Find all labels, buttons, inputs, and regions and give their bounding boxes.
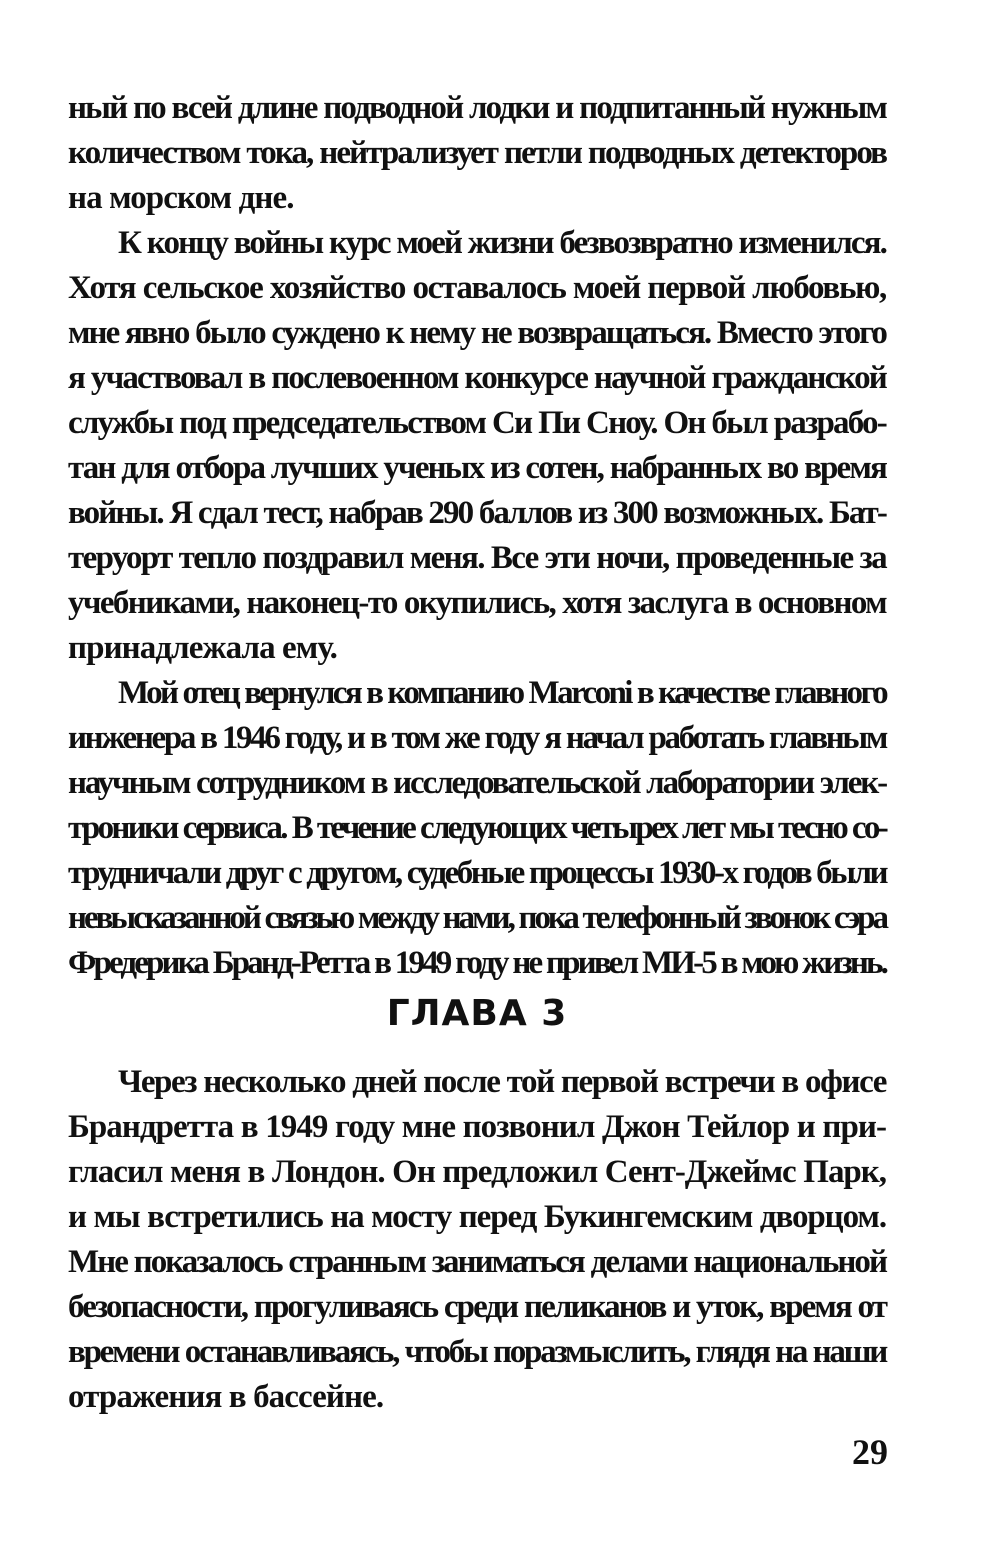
text-line: отражения в бассейне. xyxy=(68,1379,384,1415)
page-body-chapter xyxy=(68,1060,886,1420)
text-line: ный по всей длине подводной лодки и подпитанный нужным xyxy=(68,90,886,126)
text-line: тан для отбора лучших ученых из сотен, набранных во время xyxy=(68,450,886,486)
text-line: безопасности, прогуливаясь среди пеликанов и уток, время от xyxy=(68,1289,886,1325)
paragraph-1 xyxy=(68,86,886,221)
text-line: времени останавливаясь, чтобы поразмыслить, глядя на наши xyxy=(68,1334,886,1370)
text-line: теруорт тепло поздравил меня. Все эти ночи, проведенные за xyxy=(68,540,886,576)
text-line: инженера в 1946 году, и в том же году я начал работать главным xyxy=(68,720,886,756)
text-line: службы под председательством Си Пи Сноу. Он был разрабо- xyxy=(68,405,886,441)
text-line: учебниками, наконец-то окупились, хотя заслуга в основном xyxy=(68,585,886,621)
paragraph-2 xyxy=(68,221,886,671)
text-line: на морском дне. xyxy=(68,180,294,216)
text-line: научным сотрудником в исследовательской лаборатории элек- xyxy=(68,765,886,801)
text-line: Хотя сельское хозяйство оставалось моей первой любовью, xyxy=(68,270,886,306)
text-line: троники сервиса. В течение следующих четырех лет мы тесно со- xyxy=(68,810,886,846)
text-line: Фредерика Бранд-Ретта в 1949 году не привел МИ-5 в мою жизнь. xyxy=(68,945,886,981)
text-line: гласил меня в Лондон. Он предложил Сент-Джеймс Парк, xyxy=(68,1154,886,1190)
text-line: я участвовал в послевоенном конкурсе научной гражданской xyxy=(68,360,886,396)
text-line: мне явно было суждено к нему не возвращаться. Вместо этого xyxy=(68,315,886,351)
text-line: количеством тока, нейтрализует петли подводных детекторов xyxy=(68,135,886,171)
chapter-heading: ГЛАВА 3 xyxy=(386,993,568,1034)
text-line: войны. Я сдал тест, набрав 290 баллов из 300 возможных. Бат- xyxy=(68,495,886,531)
paragraph-3 xyxy=(68,671,886,986)
text-line: Брандретта в 1949 году мне позвонил Джон Тейлор и при- xyxy=(68,1109,886,1145)
text-line: принадлежала ему. xyxy=(68,630,338,666)
text-line: К концу войны курс моей жизни безвозвратно изменился. xyxy=(118,225,886,261)
text-line: Мне показалось странным заниматься делами национальной xyxy=(68,1244,886,1280)
text-line: невысказанной связью между нами, пока телефонный звонок сэра xyxy=(68,900,886,936)
text-line: трудничали друг с другом, судебные процессы 1930-х годов были xyxy=(68,855,886,891)
text-line: и мы встретились на мосту перед Букингемским дворцом. xyxy=(68,1199,886,1235)
page-number: 29 xyxy=(852,1432,888,1472)
chapter-paragraph-1 xyxy=(68,1060,886,1420)
text-line: Мой отец вернулся в компанию Marconi в качестве главного xyxy=(118,675,886,711)
page-body-top xyxy=(68,86,886,986)
text-line: Через несколько дней после той первой встречи в офисе xyxy=(118,1064,886,1100)
